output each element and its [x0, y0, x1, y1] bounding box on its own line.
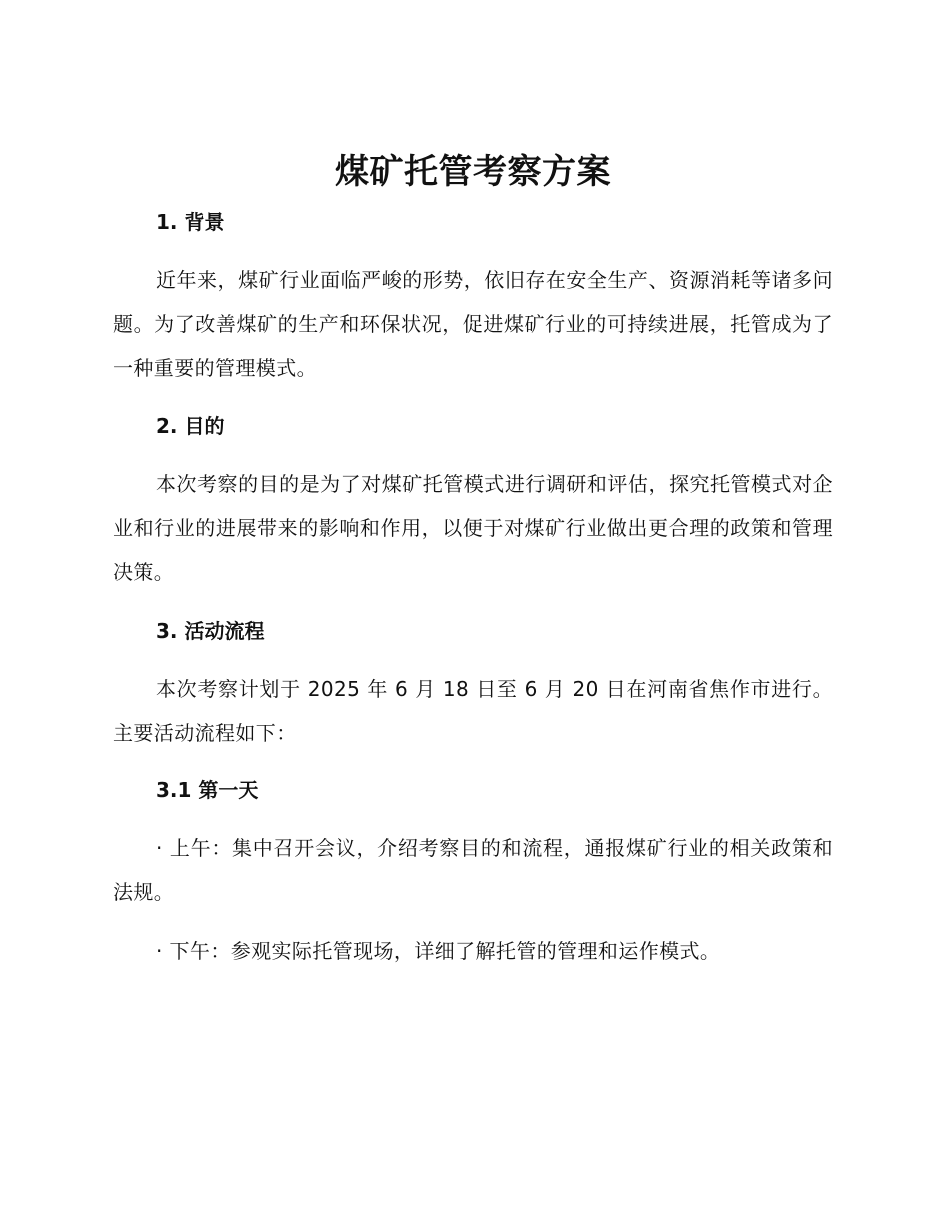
list-item-afternoon: · 下午：参观实际托管现场，详细了解托管的管理和运作模式。: [156, 939, 721, 963]
subsection-heading-day-one: 3.1 第一天: [156, 778, 259, 802]
document-title: 煤矿托管考察方案: [335, 152, 611, 192]
section-heading-purpose: 2. 目的: [156, 414, 225, 438]
section-paragraph-background: 近年来，煤矿行业面临严峻的形势，依旧存在安全生产、资源消耗等诸多问题。为了改善煤矿的生产和环保状况，促进煤矿行业的可持续进展，托管成为了一种重要的管理模式。: [113, 268, 833, 380]
list-item-morning: · 上午：集中召开会议，介绍考察目的和流程，通报煤矿行业的相关政策和法规。: [113, 836, 833, 904]
section-heading-activity-flow: 3. 活动流程: [156, 619, 265, 643]
section-paragraph-activity-flow: 本次考察计划于 2025 年 6 月 18 日至 6 月 20 日在河南省焦作市进行。主要活动流程如下：: [113, 677, 833, 745]
section-heading-background: 1. 背景: [156, 210, 225, 234]
section-paragraph-purpose: 本次考察的目的是为了对煤矿托管模式进行调研和评估，探究托管模式对企业和行业的进展带来的影响和作用，以便于对煤矿行业做出更合理的政策和管理决策。: [113, 472, 833, 584]
